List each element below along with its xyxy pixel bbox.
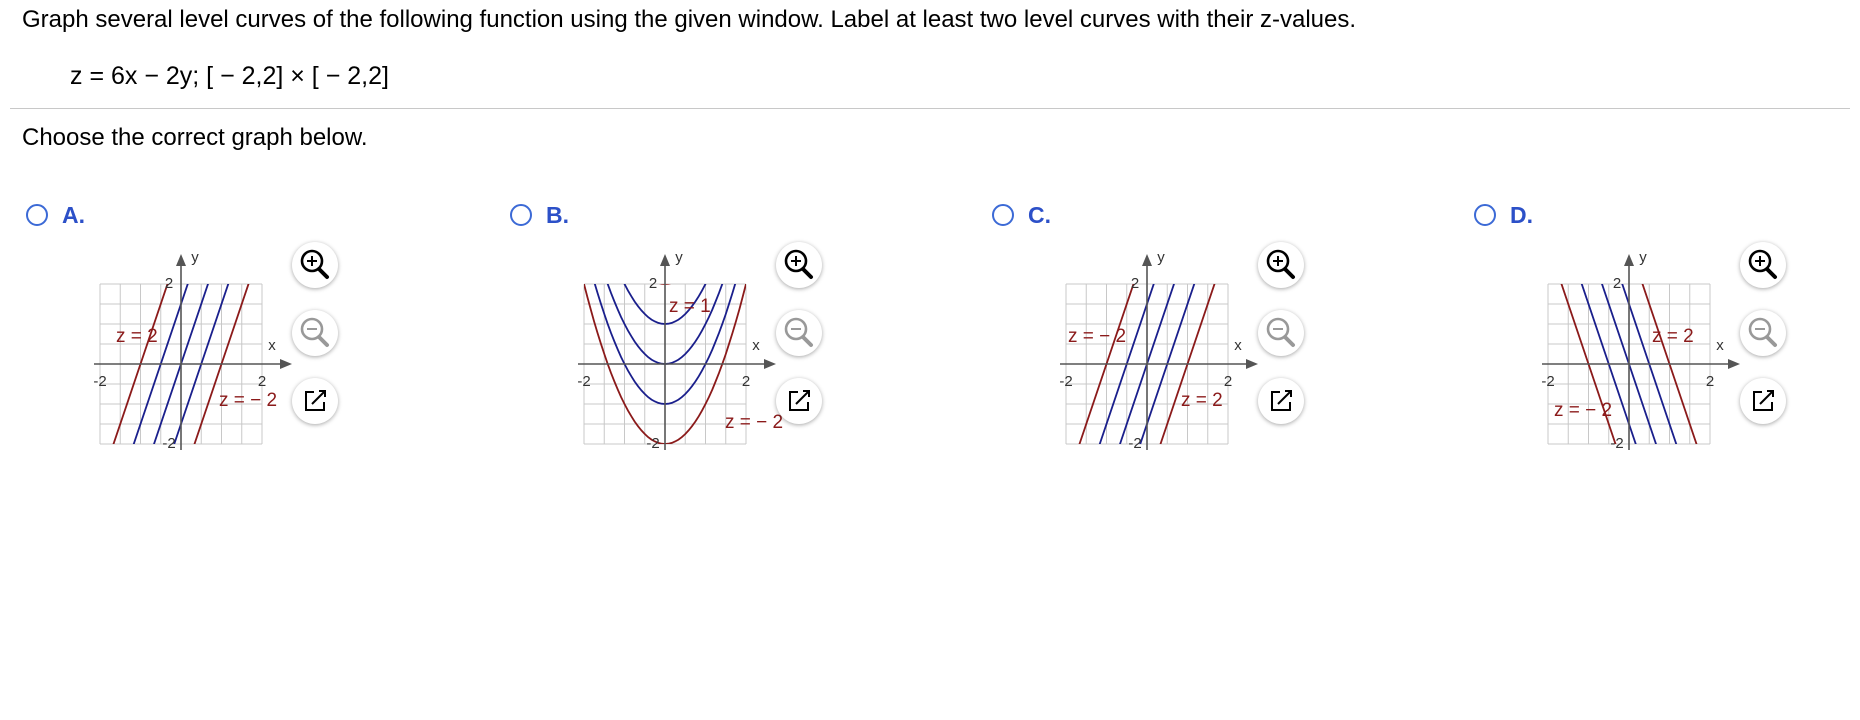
y-axis-arrow [176, 254, 186, 266]
curve-label: z = − 2 [219, 390, 278, 411]
popout-button[interactable] [292, 378, 338, 424]
zoom-in-button[interactable] [292, 242, 338, 288]
x-axis-arrow [764, 359, 776, 369]
popout-icon [1258, 378, 1304, 424]
x-axis-label: x [1716, 337, 1724, 354]
graph-option-d [1520, 244, 1740, 454]
tick-label: 2 [1130, 275, 1140, 292]
curve-label: z = 2 [1181, 390, 1223, 411]
y-axis-label: y [191, 249, 199, 266]
y-axis-arrow [1142, 254, 1152, 266]
graph-option-c [1038, 244, 1258, 454]
curve-label: z = − 2 [1554, 400, 1613, 421]
tick-label: -2 [1128, 435, 1142, 452]
tick-label: 2 [1612, 275, 1622, 292]
x-axis-arrow [1246, 359, 1258, 369]
radio-option-a[interactable] [26, 204, 48, 226]
tick-label: 2 [1223, 373, 1233, 390]
popout-button[interactable] [1740, 378, 1786, 424]
graph-option-b [556, 244, 784, 454]
option-b[interactable] [506, 200, 866, 460]
option-letter: D. [1510, 202, 1533, 228]
option-letter: C. [1028, 202, 1051, 228]
y-axis-label: y [675, 249, 683, 266]
y-axis-label: y [1157, 249, 1165, 266]
y-axis-arrow [660, 254, 670, 266]
zoom-out-button[interactable] [776, 310, 822, 356]
zoom-out-icon [776, 310, 822, 356]
zoom-in-icon [776, 242, 822, 288]
tick-label: 2 [257, 373, 267, 390]
zoom-out-button[interactable] [1740, 310, 1786, 356]
tick-label: -2 [1610, 435, 1624, 452]
radio-option-b[interactable] [510, 204, 532, 226]
zoom-in-button[interactable] [1740, 242, 1786, 288]
zoom-in-button[interactable] [776, 242, 822, 288]
level-curve [564, 34, 767, 284]
x-axis-label: x [752, 337, 760, 354]
tick-label: 2 [648, 275, 658, 292]
popout-button[interactable] [1258, 378, 1304, 424]
zoom-out-icon [292, 310, 338, 356]
option-c[interactable] [988, 200, 1348, 460]
curve-label: z = 2 [1652, 326, 1694, 347]
tick-label: -2 [646, 435, 660, 452]
tick-label: 2 [164, 275, 174, 292]
tick-label: -2 [162, 435, 176, 452]
zoom-out-icon [1740, 310, 1786, 356]
popout-icon [776, 378, 822, 424]
y-axis-arrow [1624, 254, 1634, 266]
zoom-in-button[interactable] [1258, 242, 1304, 288]
curve-label: z = − 2 [725, 412, 784, 433]
zoom-in-icon [1740, 242, 1786, 288]
popout-icon [292, 378, 338, 424]
option-letter: A. [62, 202, 85, 228]
popout-icon [1740, 378, 1786, 424]
radio-option-d[interactable] [1474, 204, 1496, 226]
curve-label: z = 1 [669, 296, 711, 317]
option-a[interactable] [22, 200, 382, 460]
x-axis-label: x [1234, 337, 1242, 354]
zoom-in-icon [292, 242, 338, 288]
tick-label: -2 [1541, 373, 1555, 390]
divider [10, 108, 1850, 109]
prompt-text: Choose the correct graph below. [22, 124, 368, 151]
curve-label: z = 2 [116, 326, 158, 347]
tick-label: 2 [1705, 373, 1715, 390]
tick-label: -2 [93, 373, 107, 390]
curve-label: z = − 2 [1068, 326, 1127, 347]
zoom-in-icon [1258, 242, 1304, 288]
tick-label: -2 [1059, 373, 1073, 390]
question-text: Graph several level curves of the following function using the given window. Label at least two level curves with their z-values. [22, 6, 1357, 33]
x-axis-arrow [280, 359, 292, 369]
zoom-out-button[interactable] [1258, 310, 1304, 356]
y-axis-label: y [1639, 249, 1647, 266]
x-axis-arrow [1728, 359, 1740, 369]
tick-label: 2 [741, 373, 751, 390]
option-d[interactable] [1470, 200, 1830, 460]
zoom-out-icon [1258, 310, 1304, 356]
option-letter: B. [546, 202, 569, 228]
x-axis-label: x [268, 337, 276, 354]
zoom-out-button[interactable] [292, 310, 338, 356]
graph-option-a [72, 244, 292, 454]
function-formula: z = 6x − 2y; [ − 2,2] × [ − 2,2] [70, 62, 389, 90]
tick-label: -2 [577, 373, 591, 390]
radio-option-c[interactable] [992, 204, 1014, 226]
popout-button[interactable] [776, 378, 822, 424]
